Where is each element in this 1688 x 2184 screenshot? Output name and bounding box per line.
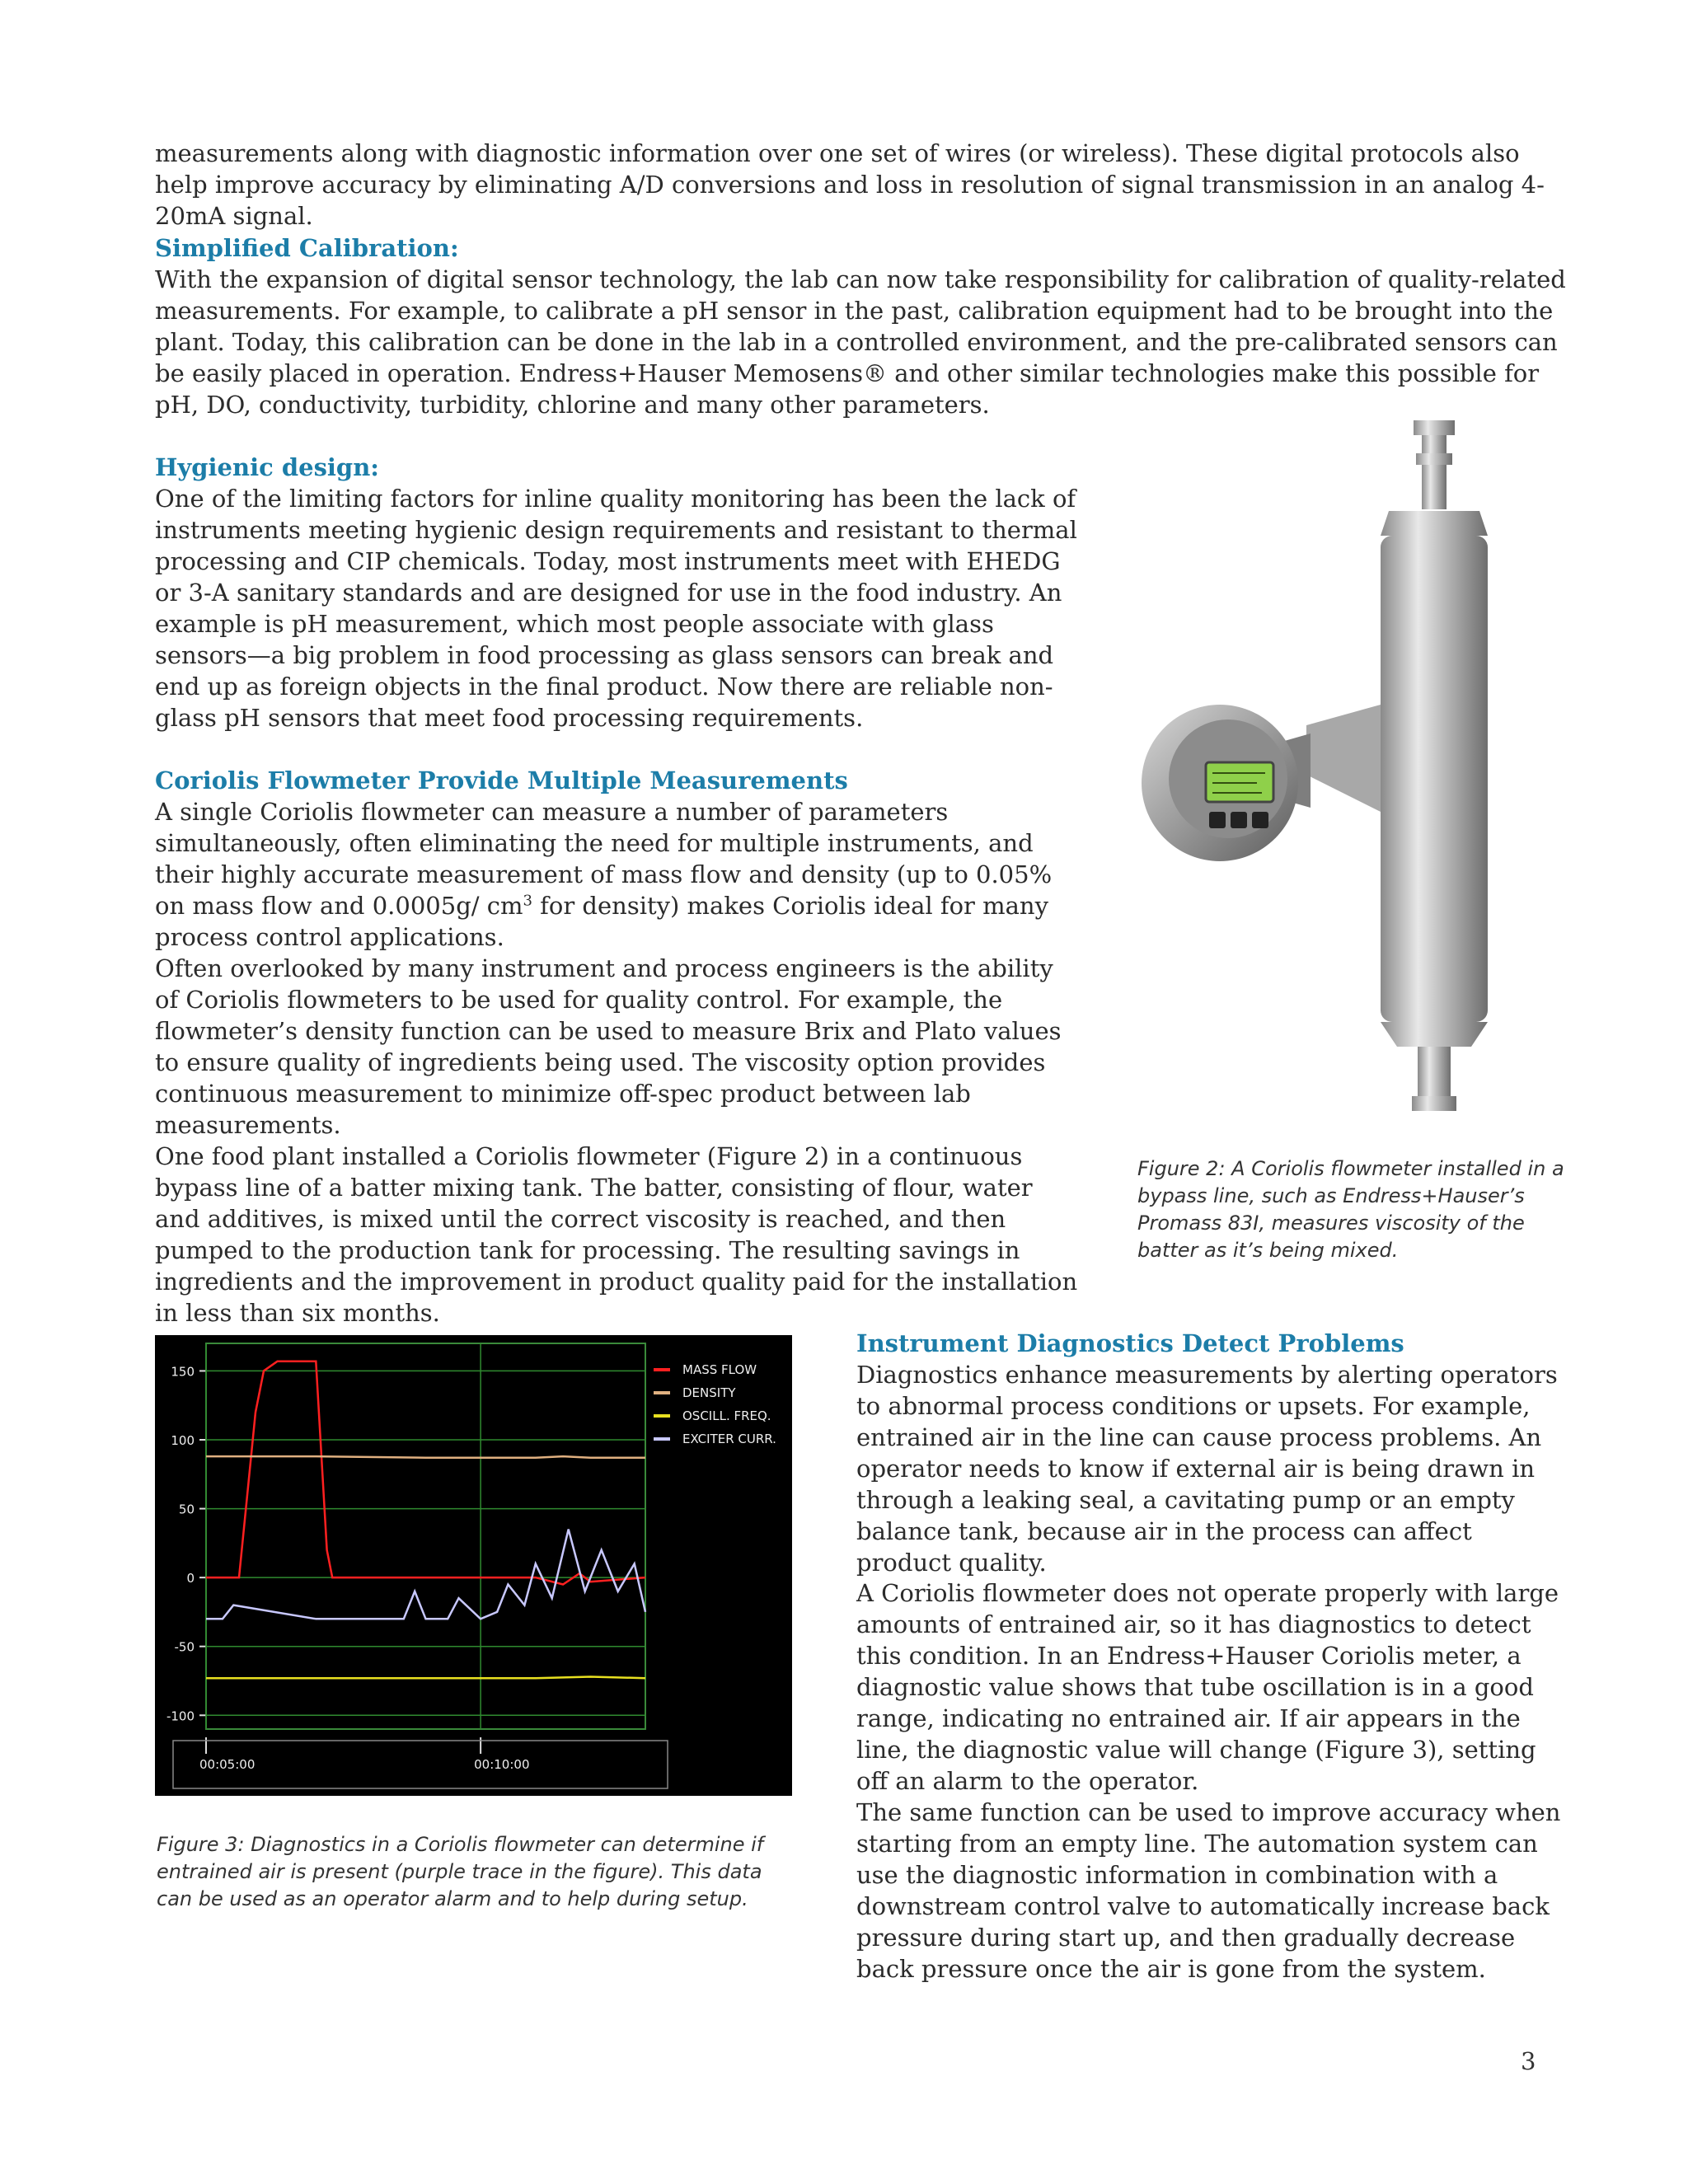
diagnostics-paragraph-3: The same function can be used to improve accuracy when starting from an empty line. The automation system can use the diagnostic information in combination with a downstream control valve to automatically increase back pressure during start up, and then gradually decrease back pressure once the air is gone from the system.	[856, 1798, 1561, 1983]
legend-label: OSCILL. FREQ.	[682, 1408, 771, 1423]
y-tick-label: -50	[174, 1639, 195, 1655]
superscript-3: 3	[523, 892, 532, 910]
y-tick-label: 50	[178, 1502, 195, 1517]
diagnostics-chart	[155, 1335, 792, 1796]
y-tick-label: 100	[171, 1433, 195, 1448]
coriolis-paragraph-2: Often overlooked by many instrument and process engineers is the ability of Coriolis flowmeters to be used for quality control. For example, the flowmeter’s density function can be used to measure Brix and Plato values to ensure quality of ingredients being used. The viscosity option provides continuous measurement to minimize off-spec product between lab measurements.	[155, 954, 1062, 1139]
legend-label: DENSITY	[682, 1385, 736, 1400]
series-line	[206, 1677, 645, 1679]
x-tick-label: 00:10:00	[474, 1757, 530, 1772]
simplified-calibration-paragraph: With the expansion of digital sensor technology, the lab can now take responsibility for calibration of quality-related measurements. For example, to calibrate a pH sensor in the past, calibration equipment had to be brought into the plant. Today, this calibration can be done in the lab in a controlled environment, and the pre-calibrated sensors can be easily placed in operation. Endress+Hauser Memosens® and other similar technologies make this possible for pH, DO, conductivity, turbidity, chlorine and many other parameters.	[155, 265, 1566, 419]
coriolis-flowmeter-image	[1142, 420, 1587, 1129]
figure-2-caption: Figure 2: A Coriolis flowmeter installed in a bypass line, such as Endress+Hauser’s Promass 83I, measures viscosity of the batter as it’s being mixed.	[1137, 1157, 1564, 1262]
chart-svg	[155, 1335, 792, 1796]
coriolis-heading: Coriolis Flowmeter Provide Multiple Measurements	[155, 766, 848, 794]
page-number: 3	[1521, 2047, 1536, 2075]
y-tick-label: 0	[186, 1571, 195, 1586]
series-line	[206, 1361, 645, 1585]
coriolis-paragraph-1: A single Coriolis flowmeter can measure a number of parameters simultaneously, often eliminating the need for multiple instruments, and their highly accurate measurement of mass flow and density (up to 0.05% on mass flow and 0.0005g/ $cm^3$ for density) makes Coriolis ideal for many process control applications.	[155, 798, 1053, 951]
y-tick-label: 150	[171, 1364, 195, 1380]
diagnostics-paragraph-1: Diagnostics enhance measurements by alerting operators to abnormal process conditions or upsets. For example, entrained air in the line can cause process problems. An operator needs to know if external air is being drawn in through a leaking seal, a cavitating pump or an empty balance tank, because air in the process can affect product quality.	[856, 1361, 1558, 1577]
hygienic-design-paragraph: One of the limiting factors for inline quality monitoring has been the lack of instruments meeting hygienic design requirements and resistant to thermal processing and CIP chemicals. Today, most instruments meet with EHEDG or 3-A sanitary standards and are designed for use in the food industry. An example is pH measurement, which most people associate with glass sensors—a big problem in food processing as glass sensors can break and end up as foreign objects in the final product. Now there are reliable non-glass pH sensors that meet food processing requirements.	[155, 485, 1077, 732]
y-tick-label: -100	[166, 1708, 195, 1724]
coriolis-paragraph-3: One food plant installed a Coriolis flowmeter (Figure 2) in a continuous bypass line of a batter mixing tank. The batter, consisting of flour, water and additives, is mixed until the correct viscosity is reached, and then pumped to the production tank for processing. The resulting savings in ingredients and the improvement in product quality paid for the installation in less than six months.	[155, 1142, 1078, 1327]
figure-3-caption: Figure 3: Diagnostics in a Coriolis flowmeter can determine if entrained air is present (purple trace in the figure). This data can be used as an operator alarm and to help during setup.	[157, 1833, 764, 1910]
hygienic-design-heading: Hygienic design:	[155, 453, 379, 481]
simplified-calibration-heading: Simplified Calibration:	[155, 234, 459, 262]
diagnostics-heading: Instrument Diagnostics Detect Problems	[856, 1329, 1404, 1357]
legend-label: EXCITER CURR.	[682, 1432, 776, 1446]
diagnostics-paragraph-2: A Coriolis flowmeter does not operate properly with large amounts of entrained air, so it has diagnostics to detect this condition. In an Endress+Hauser Coriolis meter, a diagnostic value shows that tube oscillation is in a good range, indicating no entrained air. If air appears in the line, the diagnostic value will change (Figure 3), setting off an alarm to the operator.	[856, 1579, 1559, 1795]
legend-label: MASS FLOW	[682, 1362, 757, 1377]
x-tick-label: 00:05:00	[199, 1757, 256, 1772]
series-line	[206, 1456, 645, 1458]
intro-paragraph: measurements along with diagnostic information over one set of wires (or wireless). These digital protocols also help improve accuracy by eliminating A/D conversions and loss in resolution of signal transmission in an analog 4-20mA signal.	[155, 139, 1545, 230]
series-line	[206, 1530, 645, 1619]
plot-frame	[206, 1343, 645, 1729]
